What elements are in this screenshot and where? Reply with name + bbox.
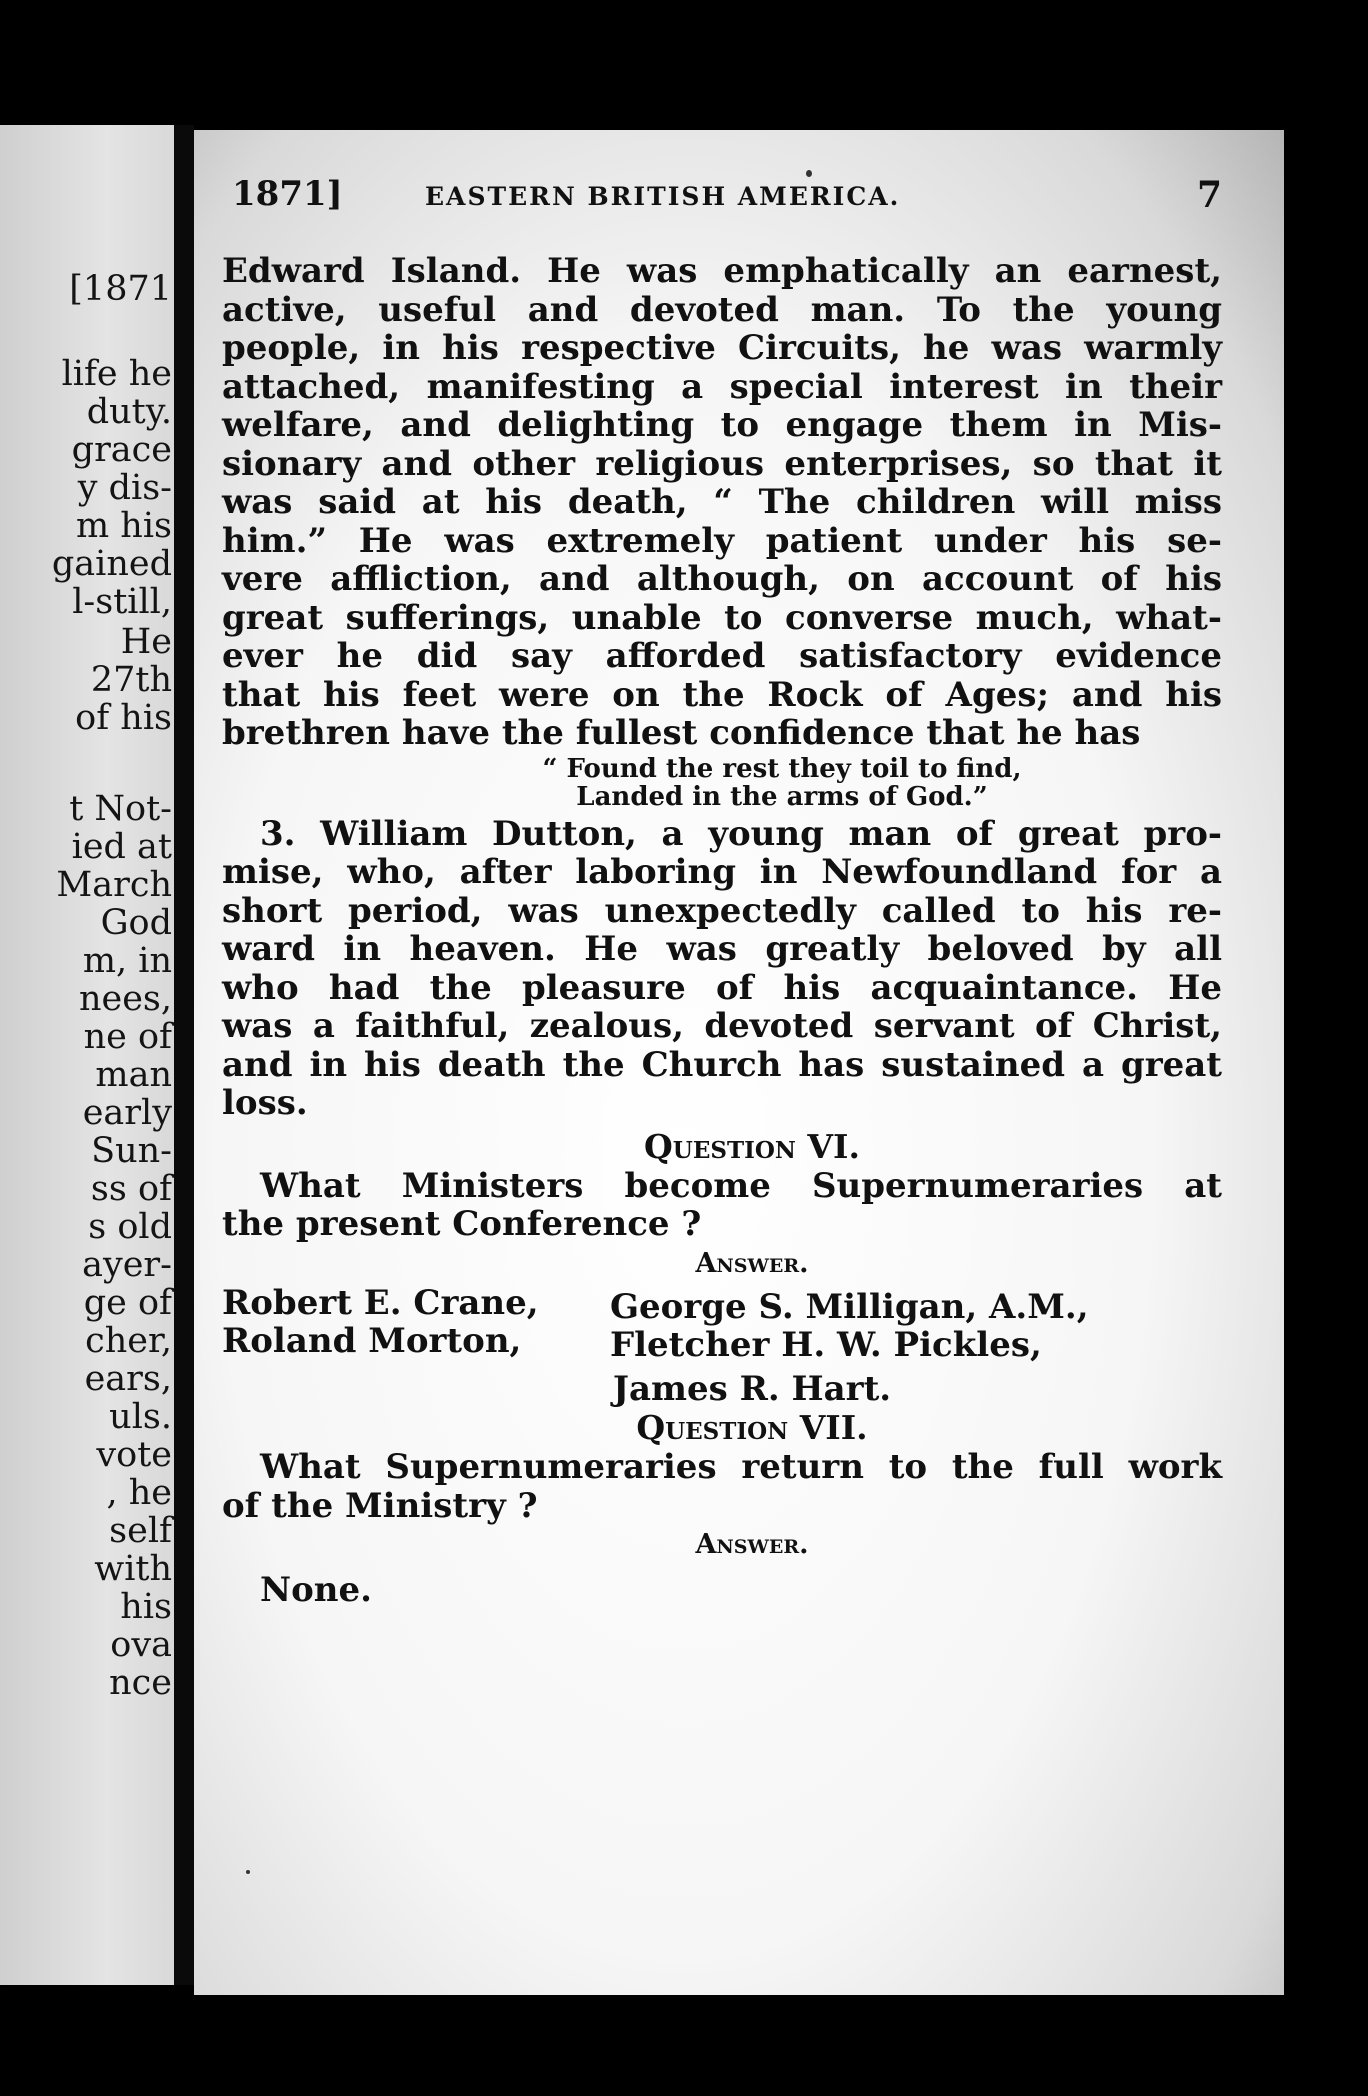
- name-roland-morton: Roland Morton,: [222, 1320, 522, 1361]
- text-line: was a faithful, zealous, devoted servant of Christ,: [222, 1006, 1222, 1046]
- left-page-line: self: [109, 1511, 172, 1551]
- left-page-line: duty.: [86, 392, 172, 432]
- text-line: the present Conference ?: [222, 1204, 702, 1244]
- left-page-line: ears,: [84, 1359, 172, 1399]
- text-line: vere affliction, and although, on account of his: [222, 559, 1222, 599]
- text-line: was said at his death, “ The children will miss: [222, 482, 1222, 522]
- quote-line: Landed in the arms of God.”: [576, 781, 988, 812]
- question-7-answer: None.: [260, 1570, 372, 1610]
- paragraph-2: [222, 815, 1222, 1123]
- text-line: people, in his respective Circuits, he was warmly: [222, 328, 1222, 368]
- question-6-text: [222, 1167, 1222, 1244]
- left-page-line: vote: [96, 1435, 172, 1475]
- left-page-line: with: [94, 1549, 172, 1589]
- left-page-line: man: [95, 1055, 172, 1095]
- right-page: [194, 130, 1284, 1995]
- text-line: who had the pleasure of his acquaintance. He: [222, 967, 1222, 1008]
- left-page-line: God: [100, 903, 172, 943]
- name-fletcher-pickles: Fletcher H. W. Pickles,: [610, 1324, 1042, 1365]
- book-gutter: [174, 125, 194, 1985]
- left-page-line: gained: [51, 544, 172, 584]
- left-page-line: Sun-: [91, 1131, 172, 1171]
- running-header: [232, 174, 1222, 218]
- left-page-line: s old: [88, 1207, 172, 1247]
- left-page-line: 27th: [90, 660, 172, 700]
- left-page-line: life he: [61, 354, 172, 394]
- left-page-line: cher,: [85, 1321, 172, 1361]
- ink-speck: [806, 170, 812, 177]
- quote-block: [222, 755, 1222, 811]
- left-page-line: nce: [109, 1663, 172, 1703]
- left-page-line: t Not-: [69, 789, 172, 829]
- text-line: mise, who, after laboring in Newfoundland for a: [222, 852, 1222, 892]
- page-body: [222, 252, 1222, 1610]
- text-line: Edward Island. He was emphatically an earnest,: [222, 251, 1222, 291]
- text-line: him.” He was extremely patient under his se-: [222, 520, 1222, 561]
- left-page-line: grace: [71, 430, 172, 470]
- text-line: brethren have the fullest confidence that he has: [222, 713, 1141, 753]
- text-line: attached, manifesting a special interest in their: [222, 366, 1222, 407]
- text-line: of the Ministry ?: [222, 1485, 538, 1526]
- text-line: ward in heaven. He was greatly beloved by all: [222, 929, 1222, 969]
- name-james-hart: James R. Hart.: [612, 1368, 892, 1409]
- text-line: welfare, and delighting to engage them in Mis-: [222, 405, 1222, 445]
- text-line: What Supernumeraries return to the full work: [260, 1447, 1222, 1487]
- question-6-answer-heading: Answer.: [695, 1247, 809, 1279]
- name-robert-crane: Robert E. Crane,: [222, 1282, 539, 1323]
- question-7-answer-heading: Answer.: [695, 1529, 809, 1560]
- text-line: that his feet were on the Rock of Ages; and his: [222, 674, 1222, 715]
- left-page-line: ayer-: [82, 1245, 172, 1285]
- left-page-line: ied at: [71, 827, 172, 867]
- ink-speck: [246, 1870, 250, 1874]
- left-page-line: m his: [75, 506, 172, 546]
- text-line: short period, was unexpectedly called to his re-: [222, 890, 1222, 931]
- question-7-heading: Question VII.: [636, 1408, 868, 1447]
- left-page-line: ova: [110, 1625, 172, 1665]
- left-page-line: , he: [106, 1473, 172, 1513]
- quote-line: “ Found the rest they toil to find,: [542, 753, 1022, 784]
- left-page-line: He: [120, 622, 172, 662]
- page-number: 7: [1196, 174, 1222, 216]
- text-line: ever he did say afforded satisfactory evidence: [222, 636, 1222, 676]
- header-title: EASTERN BRITISH AMERICA.: [425, 182, 901, 211]
- left-page-line: uls.: [109, 1397, 172, 1437]
- text-line: What Ministers become Supernumeraries at: [260, 1165, 1222, 1206]
- header-year: 1871]: [232, 174, 343, 214]
- left-page-fragment: [0, 125, 178, 1985]
- supernumerary-names: [222, 1284, 1222, 1370]
- left-page-line: y dis-: [77, 468, 172, 508]
- left-page-line: ss of: [90, 1169, 172, 1209]
- left-page-line: his: [120, 1587, 172, 1627]
- left-page-line: ge of: [83, 1283, 172, 1323]
- name-george-milligan: George S. Milligan, A.M.,: [610, 1286, 1089, 1327]
- text-line: loss.: [222, 1083, 308, 1123]
- left-page-line: March: [56, 865, 172, 905]
- left-page-line: [1871: [69, 269, 172, 309]
- text-line: 3. William Dutton, a young man of great pro-: [260, 813, 1222, 854]
- text-line: active, useful and devoted man. To the young: [222, 289, 1222, 330]
- text-line: sionary and other religious enterprises, so that it: [222, 443, 1222, 484]
- left-page-line: nees,: [78, 979, 172, 1019]
- left-page-line: of his: [75, 698, 172, 738]
- question-6-heading: Question VI.: [644, 1126, 860, 1166]
- left-page-line: early: [82, 1093, 172, 1133]
- paragraph-1: [222, 252, 1222, 753]
- text-line: great sufferings, unable to converse much, what-: [222, 597, 1222, 638]
- left-page-line: m, in: [82, 941, 172, 981]
- text-line: and in his death the Church has sustained a great: [222, 1044, 1222, 1085]
- left-page-line: ne of: [83, 1017, 172, 1057]
- question-7-text: [222, 1448, 1222, 1525]
- left-page-line: l-still,: [72, 582, 172, 622]
